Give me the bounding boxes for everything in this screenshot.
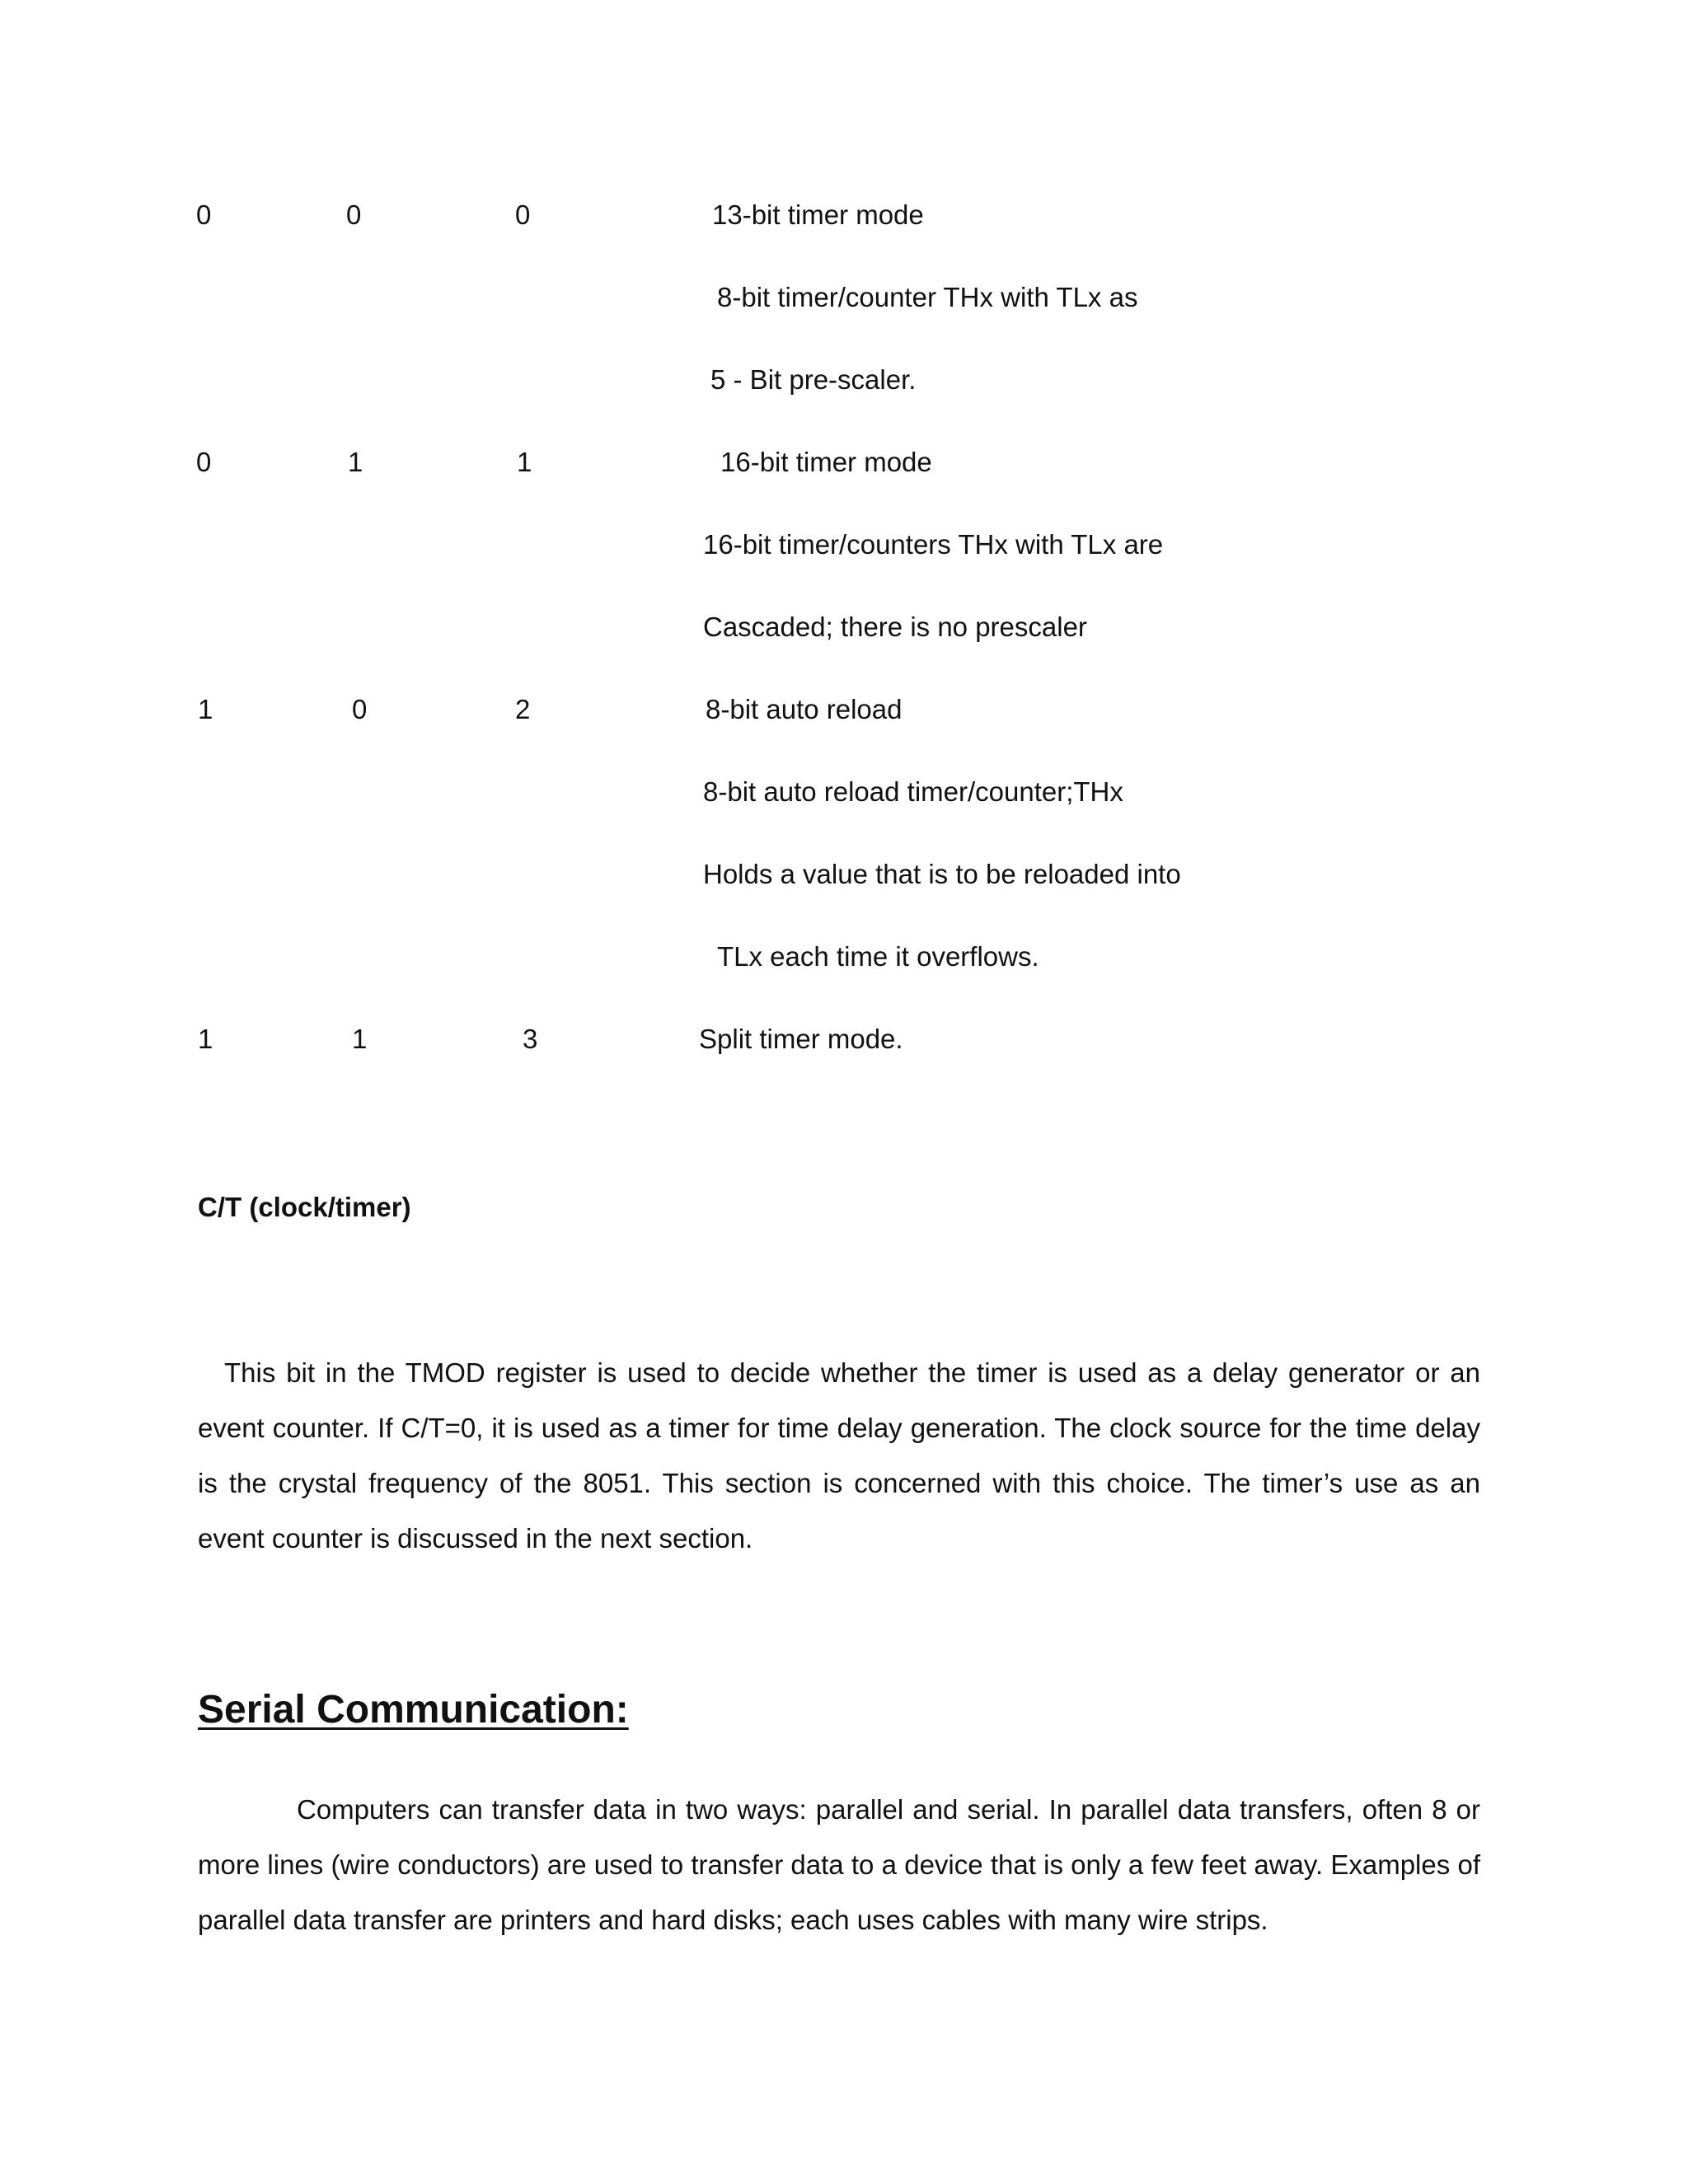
table-cell-m1: 0 [196,447,212,477]
ct-paragraph [198,1345,1480,1566]
table-cell-description: Holds a value that is to be reloaded into [703,859,1181,889]
table-cell-description: TLx each time it overflows. [717,941,1039,972]
serial-paragraph-text: Computers can transfer data in two ways: parallel and serial. In parallel data transfers, often 8 or more lines (wire conductors) are used to transfer data to a device that is only a few feet away. Examples of parallel data transfer are printers and hard disks; each uses cables with many wire strips. [198,1794,1480,1935]
table-cell-description: 16-bit timer mode [720,447,932,477]
table-cell-mode: 0 [515,199,531,230]
table-cell-mode: 2 [515,694,531,724]
table-cell-m1: 1 [198,694,213,724]
table-cell-description: 8-bit auto reload [706,694,903,724]
table-cell-description: Split timer mode. [699,1024,903,1054]
table-cell-m1: 1 [198,1024,213,1054]
table-cell-m0: 0 [352,694,368,724]
table-cell-m0: 1 [348,447,363,477]
table-cell-mode: 1 [517,447,532,477]
section-title: Serial Communication: [198,1688,629,1732]
serial-paragraph [198,1782,1480,1947]
table-cell-mode: 3 [523,1024,538,1054]
table-cell-description: 16-bit timer/counters THx with TLx are [703,529,1164,560]
table-cell-m1: 0 [196,199,212,230]
table-cell-description: 8-bit timer/counter THx with TLx as [717,282,1138,312]
table-cell-m0: 1 [352,1024,368,1054]
table-cell-description: 5 - Bit pre-scaler. [710,364,917,395]
ct-paragraph-text: This bit in the TMOD register is used to decide whether the timer is used as a delay generator or an event counter. If C/T=0, it is used as a timer for time delay generation. The clock source for the time delay is the crystal frequency of the 8051. This section is concerned with this choice. The timer’s use as an event counter is discussed in the next section. [198,1357,1480,1554]
table-cell-description: 13-bit timer mode [712,199,924,230]
table-cell-m0: 0 [346,199,362,230]
table-cell-description: Cascaded; there is no prescaler [703,612,1087,642]
table-cell-description: 8-bit auto reload timer/counter;THx [703,776,1123,807]
ct-heading: C/T (clock/timer) [198,1192,411,1222]
